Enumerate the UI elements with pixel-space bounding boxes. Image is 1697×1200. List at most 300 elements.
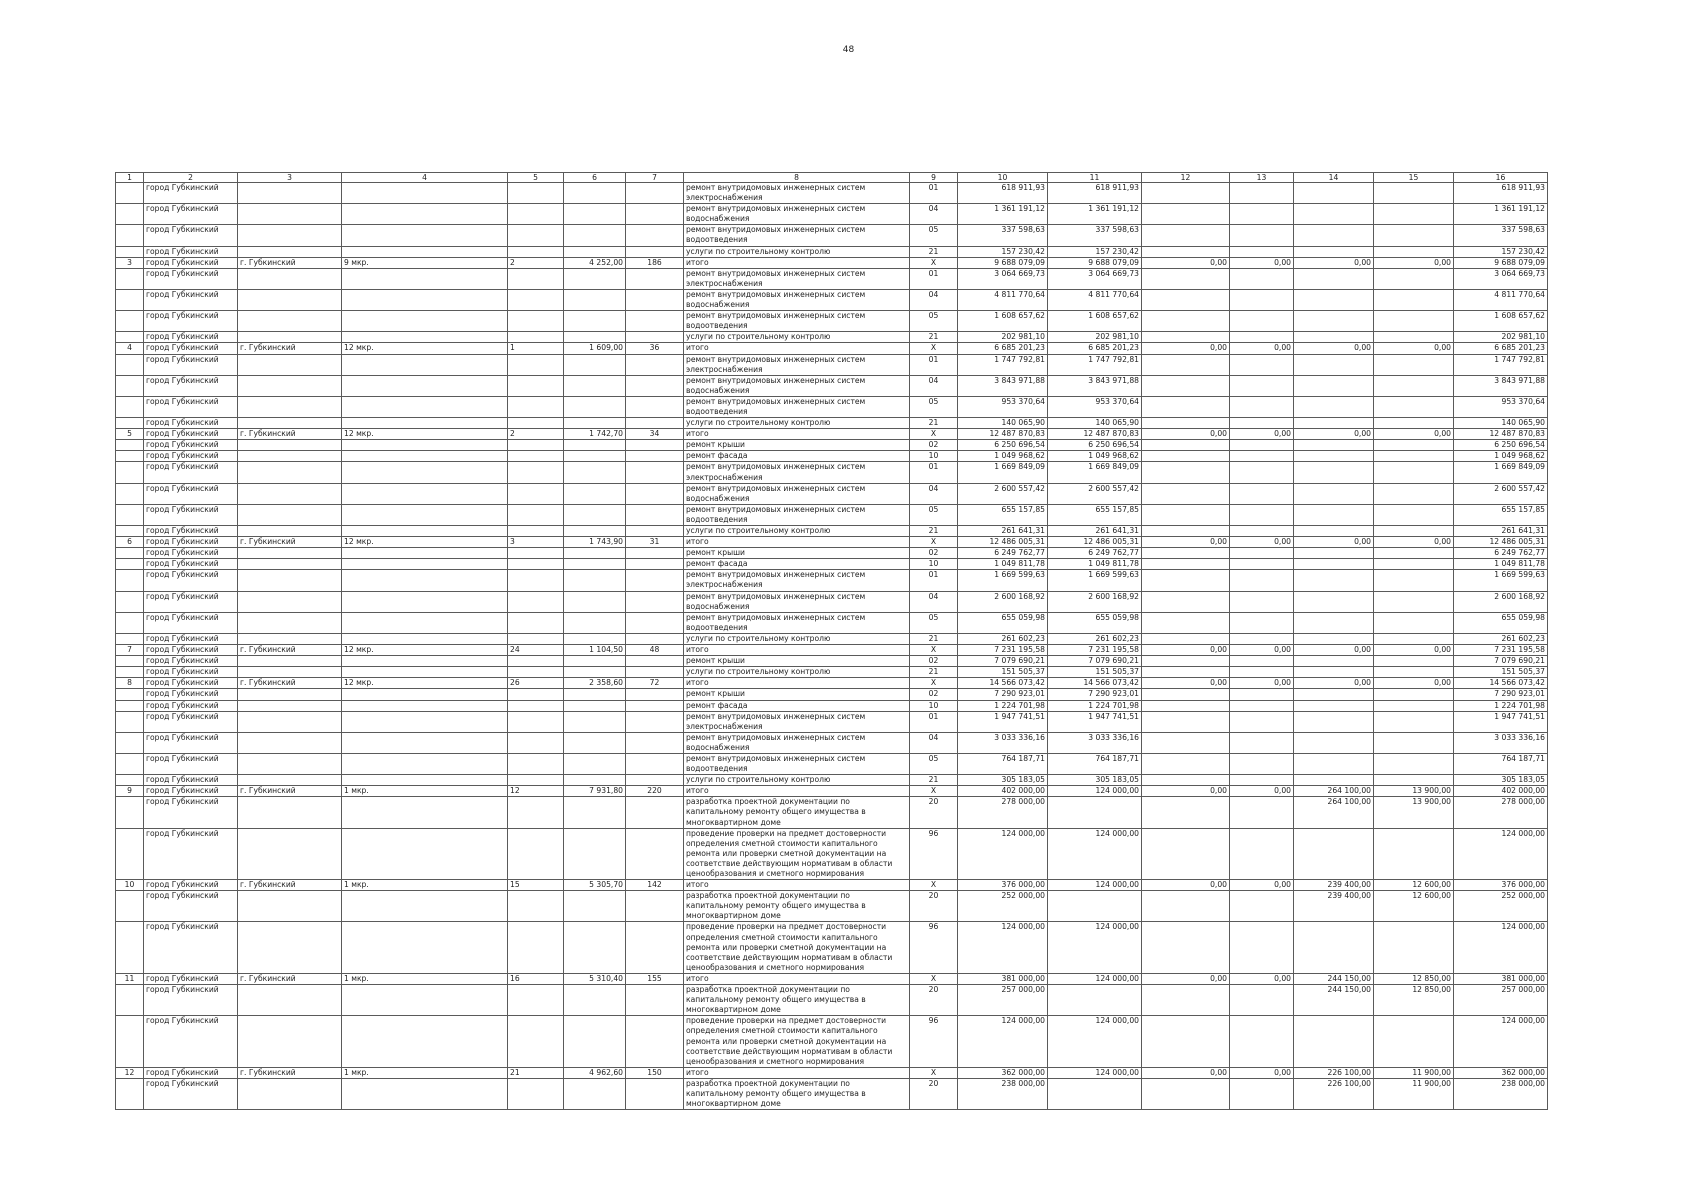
- cell-col-1: [116, 204, 144, 225]
- cell-col-6: [564, 753, 626, 774]
- cell-col-1: [116, 732, 144, 753]
- cell-col-3: [238, 689, 342, 700]
- cell-col-2: город Губкинский: [144, 633, 238, 644]
- cell-col-16: 1 049 811,78: [1454, 559, 1548, 570]
- cell-col-5: [508, 559, 564, 570]
- cell-col-6: [564, 418, 626, 429]
- cell-col-1: [116, 451, 144, 462]
- cell-col-15: [1374, 612, 1454, 633]
- cell-col-8: ремонт крыши: [684, 689, 910, 700]
- cell-col-10: 140 065,90: [958, 418, 1048, 429]
- cell-col-2: город Губкинский: [144, 711, 238, 732]
- cell-col-3: [238, 828, 342, 879]
- cell-col-10: 202 981,10: [958, 332, 1048, 343]
- cell-col-15: [1374, 354, 1454, 375]
- cell-col-3: [238, 559, 342, 570]
- cell-col-11: 12 486 005,31: [1048, 537, 1142, 548]
- cell-col-4: 12 мкр.: [342, 343, 508, 354]
- cell-col-2: город Губкинский: [144, 828, 238, 879]
- cell-col-11: 1 224 701,98: [1048, 700, 1142, 711]
- cell-col-3: [238, 418, 342, 429]
- cell-col-2: город Губкинский: [144, 1078, 238, 1109]
- cell-col-15: [1374, 732, 1454, 753]
- cell-col-5: [508, 526, 564, 537]
- table-row: [116, 985, 1548, 1016]
- cell-col-4: 12 мкр.: [342, 429, 508, 440]
- cell-col-7: [626, 775, 684, 786]
- cell-col-2: город Губкинский: [144, 354, 238, 375]
- cell-col-4: 4: [342, 173, 508, 183]
- cell-col-15: [1374, 656, 1454, 667]
- cell-col-3: г. Губкинский: [238, 786, 342, 797]
- cell-col-9: 02: [910, 656, 958, 667]
- cell-col-5: [508, 828, 564, 879]
- cell-col-3: [238, 225, 342, 246]
- cell-col-10: 6 685 201,23: [958, 343, 1048, 354]
- cell-col-9: 04: [910, 204, 958, 225]
- cell-col-1: [116, 440, 144, 451]
- cell-col-13: [1230, 633, 1294, 644]
- cell-col-13: [1230, 289, 1294, 310]
- cell-col-1: [116, 667, 144, 678]
- cell-col-7: [626, 922, 684, 973]
- cell-col-9: 05: [910, 311, 958, 332]
- cell-col-16: 14 566 073,42: [1454, 678, 1548, 689]
- table-row: [116, 828, 1548, 879]
- cell-col-4: [342, 204, 508, 225]
- cell-col-10: 764 187,71: [958, 753, 1048, 774]
- cell-col-8: услуги по строительному контролю: [684, 667, 910, 678]
- table-row: [116, 204, 1548, 225]
- cell-col-7: 34: [626, 429, 684, 440]
- cell-col-16: 140 065,90: [1454, 418, 1548, 429]
- cell-col-10: 12 487 870,83: [958, 429, 1048, 440]
- cell-col-13: 13: [1230, 173, 1294, 183]
- cell-col-5: 24: [508, 645, 564, 656]
- cell-col-16: 202 981,10: [1454, 332, 1548, 343]
- cell-col-13: [1230, 985, 1294, 1016]
- cell-col-10: 953 370,64: [958, 396, 1048, 417]
- cell-col-2: город Губкинский: [144, 418, 238, 429]
- table-row: [116, 775, 1548, 786]
- cell-col-2: город Губкинский: [144, 880, 238, 891]
- cell-col-3: 3: [238, 173, 342, 183]
- cell-col-5: [508, 332, 564, 343]
- cell-col-2: город Губкинский: [144, 753, 238, 774]
- cell-col-3: [238, 396, 342, 417]
- cell-col-16: 157 230,42: [1454, 246, 1548, 257]
- cell-col-13: 0,00: [1230, 537, 1294, 548]
- cell-col-4: [342, 375, 508, 396]
- cell-col-16: 7 231 195,58: [1454, 645, 1548, 656]
- cell-col-8: итого: [684, 645, 910, 656]
- cell-col-5: 3: [508, 537, 564, 548]
- cell-col-10: 1 947 741,51: [958, 711, 1048, 732]
- cell-col-7: [626, 483, 684, 504]
- cell-col-4: [342, 828, 508, 879]
- cell-col-3: [238, 462, 342, 483]
- cell-col-16: 381 000,00: [1454, 973, 1548, 984]
- cell-col-4: [342, 570, 508, 591]
- cell-col-1: [116, 396, 144, 417]
- cell-col-11: 1 361 191,12: [1048, 204, 1142, 225]
- cell-col-8: ремонт внутридомовых инженерных систем водоотведения: [684, 396, 910, 417]
- cell-col-12: [1142, 797, 1230, 828]
- cell-col-13: [1230, 440, 1294, 451]
- cell-col-8: ремонт внутридомовых инженерных систем водоотведения: [684, 612, 910, 633]
- cell-col-11: 12 487 870,83: [1048, 429, 1142, 440]
- cell-col-8: ремонт внутридомовых инженерных систем электроснабжения: [684, 268, 910, 289]
- cell-col-9: 02: [910, 689, 958, 700]
- cell-col-3: [238, 1078, 342, 1109]
- cell-col-13: 0,00: [1230, 786, 1294, 797]
- table-row: [116, 656, 1548, 667]
- cell-col-1: [116, 922, 144, 973]
- cell-col-14: [1294, 526, 1374, 537]
- cell-col-10: 1 049 968,62: [958, 451, 1048, 462]
- cell-col-1: [116, 526, 144, 537]
- cell-col-15: 12 600,00: [1374, 880, 1454, 891]
- cell-col-12: [1142, 559, 1230, 570]
- cell-col-8: ремонт фасада: [684, 700, 910, 711]
- cell-col-7: [626, 667, 684, 678]
- cell-col-14: [1294, 711, 1374, 732]
- cell-col-7: 36: [626, 343, 684, 354]
- cell-col-14: [1294, 775, 1374, 786]
- cell-col-1: 5: [116, 429, 144, 440]
- cell-col-4: [342, 354, 508, 375]
- cell-col-16: 4 811 770,64: [1454, 289, 1548, 310]
- cell-col-14: 244 150,00: [1294, 985, 1374, 1016]
- cell-col-9: X: [910, 1067, 958, 1078]
- cell-col-8: ремонт крыши: [684, 656, 910, 667]
- cell-col-6: [564, 332, 626, 343]
- cell-col-11: 1 947 741,51: [1048, 711, 1142, 732]
- cell-col-9: X: [910, 429, 958, 440]
- cell-col-10: 257 000,00: [958, 985, 1048, 1016]
- cell-col-12: 0,00: [1142, 678, 1230, 689]
- cell-col-7: [626, 891, 684, 922]
- cell-col-11: 3 064 669,73: [1048, 268, 1142, 289]
- table-row: [116, 570, 1548, 591]
- cell-col-5: 2: [508, 257, 564, 268]
- cell-col-4: [342, 1078, 508, 1109]
- cell-col-1: [116, 633, 144, 644]
- cell-col-1: 9: [116, 786, 144, 797]
- cell-col-5: [508, 451, 564, 462]
- cell-col-4: 1 мкр.: [342, 973, 508, 984]
- cell-col-4: [342, 633, 508, 644]
- cell-col-5: [508, 711, 564, 732]
- cell-col-1: [116, 985, 144, 1016]
- cell-col-14: 0,00: [1294, 257, 1374, 268]
- table-body: [116, 173, 1548, 1110]
- cell-col-5: [508, 311, 564, 332]
- cell-col-13: [1230, 526, 1294, 537]
- cell-col-4: [342, 483, 508, 504]
- cell-col-5: [508, 1016, 564, 1067]
- cell-col-1: [116, 548, 144, 559]
- cell-col-12: 0,00: [1142, 257, 1230, 268]
- cell-col-11: 1 049 811,78: [1048, 559, 1142, 570]
- cell-col-2: город Губкинский: [144, 548, 238, 559]
- cell-col-9: 21: [910, 332, 958, 343]
- cell-col-11: 202 981,10: [1048, 332, 1142, 343]
- cell-col-2: город Губкинский: [144, 246, 238, 257]
- cell-col-7: [626, 451, 684, 462]
- cell-col-14: [1294, 732, 1374, 753]
- cell-col-6: [564, 289, 626, 310]
- cell-col-7: [626, 548, 684, 559]
- cell-col-3: [238, 375, 342, 396]
- cell-col-16: 2 600 168,92: [1454, 591, 1548, 612]
- cell-col-10: 12 486 005,31: [958, 537, 1048, 548]
- cell-col-14: [1294, 204, 1374, 225]
- cell-col-15: 0,00: [1374, 537, 1454, 548]
- cell-col-12: [1142, 418, 1230, 429]
- cell-col-15: [1374, 711, 1454, 732]
- cell-col-11: 157 230,42: [1048, 246, 1142, 257]
- cell-col-11: 1 747 792,81: [1048, 354, 1142, 375]
- cell-col-9: 05: [910, 504, 958, 525]
- cell-col-10: 618 911,93: [958, 183, 1048, 204]
- cell-col-14: [1294, 289, 1374, 310]
- cell-col-4: [342, 689, 508, 700]
- cell-col-3: [238, 612, 342, 633]
- cell-col-1: 4: [116, 343, 144, 354]
- cell-col-8: ремонт внутридомовых инженерных систем электроснабжения: [684, 354, 910, 375]
- cell-col-12: [1142, 375, 1230, 396]
- cell-col-6: 5 305,70: [564, 880, 626, 891]
- cell-col-12: [1142, 451, 1230, 462]
- cell-col-11: 6 249 762,77: [1048, 548, 1142, 559]
- cell-col-5: 26: [508, 678, 564, 689]
- cell-col-1: [116, 775, 144, 786]
- cell-col-1: [116, 612, 144, 633]
- cell-col-16: 1 224 701,98: [1454, 700, 1548, 711]
- cell-col-12: [1142, 396, 1230, 417]
- table-row: [116, 753, 1548, 774]
- cell-col-4: [342, 559, 508, 570]
- cell-col-2: город Губкинский: [144, 375, 238, 396]
- cell-col-10: 1 361 191,12: [958, 204, 1048, 225]
- cell-col-16: 764 187,71: [1454, 753, 1548, 774]
- cell-col-4: [342, 656, 508, 667]
- cell-col-11: 2 600 557,42: [1048, 483, 1142, 504]
- cell-col-7: [626, 591, 684, 612]
- cell-col-12: [1142, 504, 1230, 525]
- cell-col-1: 11: [116, 973, 144, 984]
- cell-col-6: [564, 689, 626, 700]
- cell-col-14: [1294, 753, 1374, 774]
- cell-col-1: [116, 1078, 144, 1109]
- cell-col-9: 20: [910, 1078, 958, 1109]
- cell-col-7: [626, 1016, 684, 1067]
- cell-col-10: 376 000,00: [958, 880, 1048, 891]
- cell-col-16: 278 000,00: [1454, 797, 1548, 828]
- cell-col-9: 21: [910, 418, 958, 429]
- cell-col-16: 261 602,23: [1454, 633, 1548, 644]
- cell-col-4: 1 мкр.: [342, 1067, 508, 1078]
- cell-col-12: [1142, 440, 1230, 451]
- cell-col-15: 0,00: [1374, 257, 1454, 268]
- cell-col-1: 12: [116, 1067, 144, 1078]
- cell-col-9: 10: [910, 451, 958, 462]
- cell-col-9: 05: [910, 753, 958, 774]
- cell-col-2: город Губкинский: [144, 440, 238, 451]
- cell-col-15: 0,00: [1374, 429, 1454, 440]
- cell-col-1: [116, 462, 144, 483]
- cell-col-3: г. Губкинский: [238, 1067, 342, 1078]
- cell-col-8: ремонт внутридомовых инженерных систем водоснабжения: [684, 732, 910, 753]
- cell-col-9: 02: [910, 440, 958, 451]
- cell-col-9: 20: [910, 985, 958, 1016]
- cell-col-5: [508, 891, 564, 922]
- cell-col-6: [564, 1078, 626, 1109]
- cell-col-10: 1 669 599,63: [958, 570, 1048, 591]
- cell-col-15: [1374, 504, 1454, 525]
- cell-col-3: [238, 451, 342, 462]
- cell-col-12: [1142, 667, 1230, 678]
- cell-col-7: [626, 732, 684, 753]
- cell-col-13: [1230, 711, 1294, 732]
- cell-col-2: город Губкинский: [144, 667, 238, 678]
- cell-col-10: 655 157,85: [958, 504, 1048, 525]
- cell-col-13: [1230, 225, 1294, 246]
- cell-col-2: город Губкинский: [144, 656, 238, 667]
- cell-col-7: 31: [626, 537, 684, 548]
- cell-col-6: [564, 462, 626, 483]
- cell-col-12: [1142, 689, 1230, 700]
- cell-col-3: [238, 332, 342, 343]
- cell-col-16: 16: [1454, 173, 1548, 183]
- cell-col-16: 6 249 762,77: [1454, 548, 1548, 559]
- cell-col-8: итого: [684, 880, 910, 891]
- cell-col-8: проведение проверки на предмет достоверности определения сметной стоимости капитального ремонта или проверки сметной документации на соответствие действующим нормативам в области ценообразования и сметного нормирования: [684, 828, 910, 879]
- cell-col-6: [564, 204, 626, 225]
- cell-col-14: 264 100,00: [1294, 797, 1374, 828]
- cell-col-2: город Губкинский: [144, 396, 238, 417]
- cell-col-1: [116, 354, 144, 375]
- cell-col-16: 3 843 971,88: [1454, 375, 1548, 396]
- cell-col-9: 04: [910, 375, 958, 396]
- cell-col-2: город Губкинский: [144, 429, 238, 440]
- cell-col-15: [1374, 667, 1454, 678]
- cell-col-9: 04: [910, 591, 958, 612]
- cell-col-2: город Губкинский: [144, 343, 238, 354]
- cell-col-14: 0,00: [1294, 429, 1374, 440]
- cell-col-3: [238, 183, 342, 204]
- cell-col-4: [342, 548, 508, 559]
- cell-col-12: [1142, 775, 1230, 786]
- cell-col-15: [1374, 396, 1454, 417]
- cell-col-7: [626, 418, 684, 429]
- cell-col-6: [564, 246, 626, 257]
- cell-col-8: ремонт внутридомовых инженерных систем водоснабжения: [684, 591, 910, 612]
- cell-col-6: [564, 985, 626, 1016]
- cell-col-14: [1294, 922, 1374, 973]
- cell-col-5: 12: [508, 786, 564, 797]
- cell-col-7: 155: [626, 973, 684, 984]
- cell-col-4: 12 мкр.: [342, 645, 508, 656]
- cell-col-5: [508, 225, 564, 246]
- cell-col-4: [342, 891, 508, 922]
- cell-col-14: [1294, 332, 1374, 343]
- cell-col-11: 305 183,05: [1048, 775, 1142, 786]
- table-row: [116, 591, 1548, 612]
- cell-col-10: 6 249 762,77: [958, 548, 1048, 559]
- table-row: [116, 612, 1548, 633]
- cell-col-10: 261 602,23: [958, 633, 1048, 644]
- cell-col-11: 261 641,31: [1048, 526, 1142, 537]
- cell-col-6: [564, 504, 626, 525]
- cell-col-9: 01: [910, 183, 958, 204]
- cell-col-9: 96: [910, 828, 958, 879]
- cell-col-12: 0,00: [1142, 429, 1230, 440]
- cell-col-1: [116, 591, 144, 612]
- cell-col-7: 220: [626, 786, 684, 797]
- table-row: [116, 429, 1548, 440]
- table-row: [116, 548, 1548, 559]
- cell-col-8: услуги по строительному контролю: [684, 332, 910, 343]
- table-row: [116, 183, 1548, 204]
- cell-col-11: 1 049 968,62: [1048, 451, 1142, 462]
- cell-col-12: 0,00: [1142, 537, 1230, 548]
- cell-col-4: [342, 591, 508, 612]
- cell-col-6: [564, 775, 626, 786]
- cell-col-13: [1230, 418, 1294, 429]
- cell-col-11: 124 000,00: [1048, 1067, 1142, 1078]
- cell-col-5: [508, 591, 564, 612]
- cell-col-12: 0,00: [1142, 343, 1230, 354]
- cell-col-14: [1294, 418, 1374, 429]
- cell-col-2: город Губкинский: [144, 973, 238, 984]
- cell-col-2: город Губкинский: [144, 1067, 238, 1078]
- cell-col-3: [238, 268, 342, 289]
- cell-col-14: [1294, 462, 1374, 483]
- cell-col-16: 7 290 923,01: [1454, 689, 1548, 700]
- cell-col-13: [1230, 656, 1294, 667]
- cell-col-5: [508, 504, 564, 525]
- cell-col-5: [508, 667, 564, 678]
- cell-col-6: 1 104,50: [564, 645, 626, 656]
- cell-col-5: 15: [508, 880, 564, 891]
- cell-col-15: 0,00: [1374, 678, 1454, 689]
- cell-col-16: 3 064 669,73: [1454, 268, 1548, 289]
- cell-col-1: [116, 559, 144, 570]
- cell-col-16: 1 361 191,12: [1454, 204, 1548, 225]
- cell-col-2: город Губкинский: [144, 786, 238, 797]
- cell-col-3: г. Губкинский: [238, 257, 342, 268]
- cell-col-3: г. Губкинский: [238, 645, 342, 656]
- cell-col-6: [564, 797, 626, 828]
- cell-col-9: 21: [910, 667, 958, 678]
- cell-col-4: [342, 268, 508, 289]
- cell-col-11: [1048, 891, 1142, 922]
- cell-col-2: город Губкинский: [144, 570, 238, 591]
- cell-col-8: ремонт внутридомовых инженерных систем водоотведения: [684, 753, 910, 774]
- table-row: [116, 268, 1548, 289]
- cell-col-13: [1230, 591, 1294, 612]
- cell-col-15: [1374, 225, 1454, 246]
- cell-col-10: 1 049 811,78: [958, 559, 1048, 570]
- cell-col-10: 124 000,00: [958, 828, 1048, 879]
- cell-col-10: 124 000,00: [958, 922, 1048, 973]
- cell-col-16: 362 000,00: [1454, 1067, 1548, 1078]
- cell-col-3: [238, 311, 342, 332]
- cell-col-15: [1374, 332, 1454, 343]
- cell-col-15: 12 850,00: [1374, 973, 1454, 984]
